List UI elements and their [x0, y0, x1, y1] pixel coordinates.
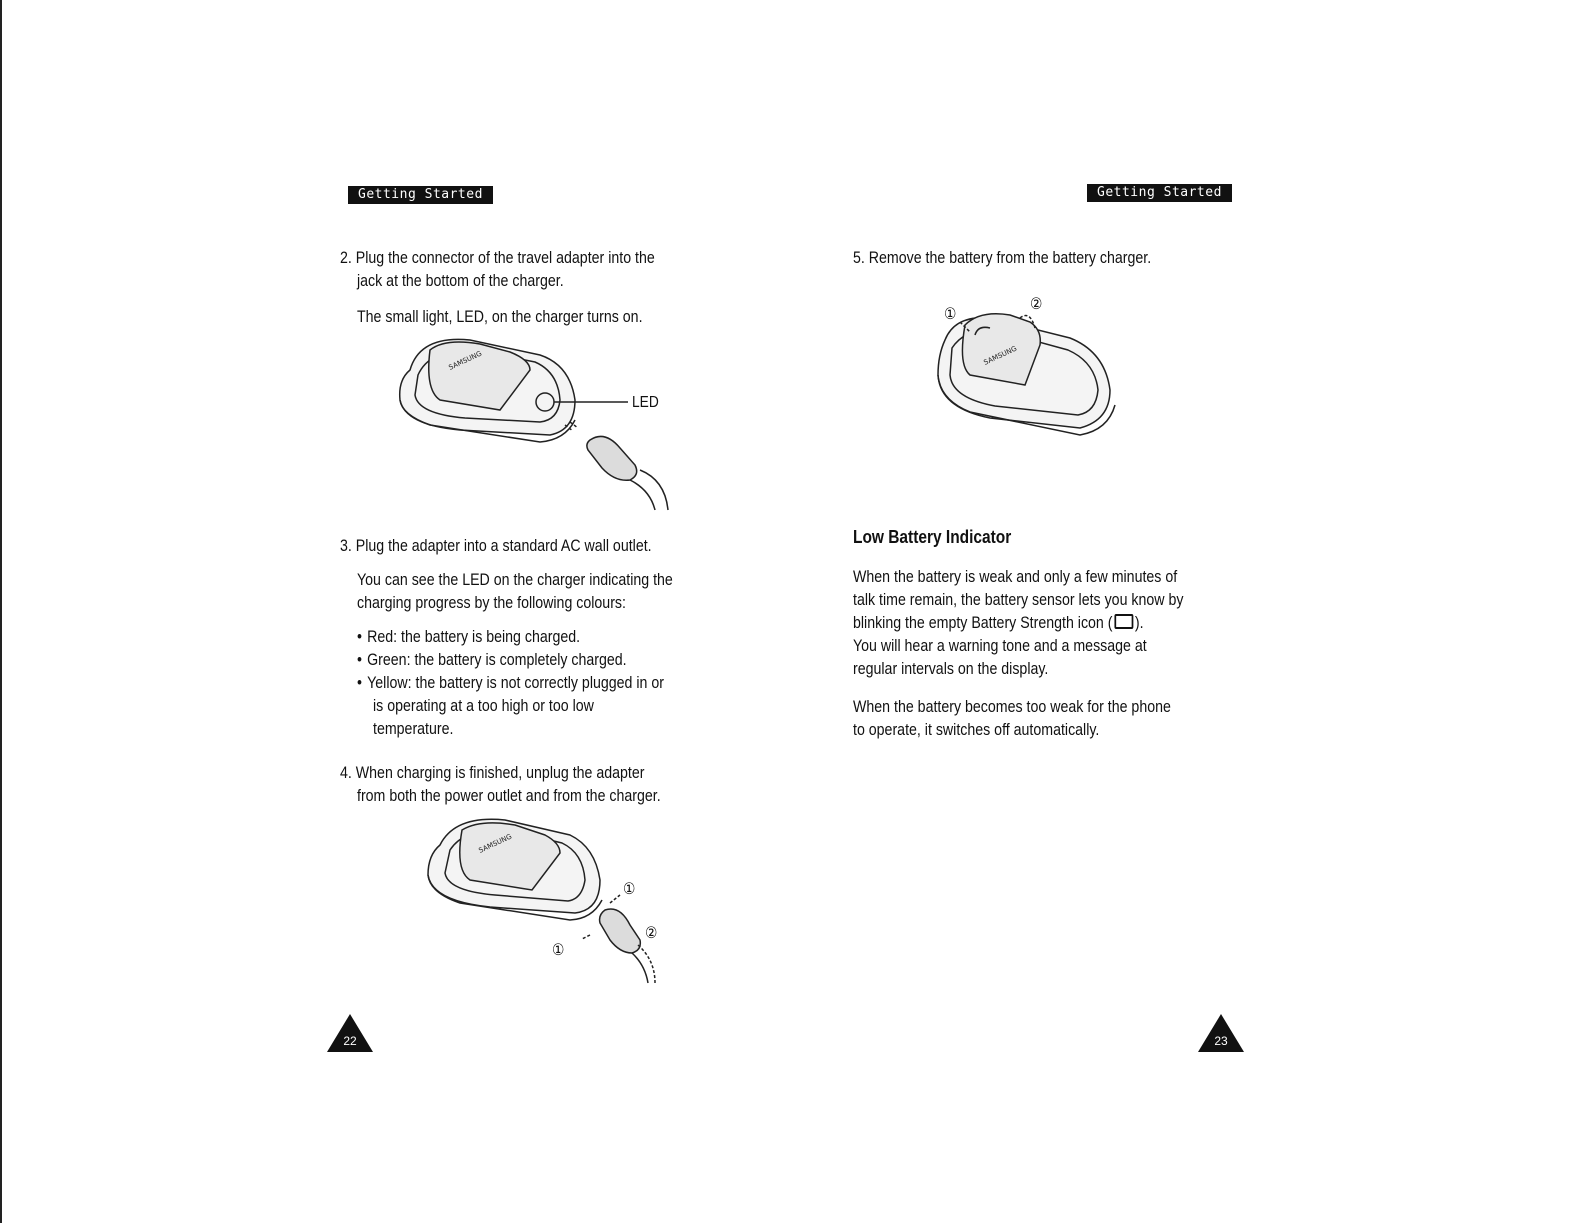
step4-line2: from both the power outlet and from the charger. — [357, 787, 661, 805]
low-battery-p2-line1: When the battery becomes too weak for the phone — [853, 698, 1171, 716]
step3-desc2: charging progress by the following colours: — [357, 594, 626, 612]
svg-text:SAMSUNG: SAMSUNG — [447, 349, 484, 372]
low-battery-p1-line2: talk time remain, the battery sensor lets you know by — [853, 591, 1184, 609]
page-number-badge-right — [1198, 1014, 1244, 1052]
low-battery-p1-line3 — [853, 612, 1144, 635]
low-battery-p2-line2: to operate, it switches off automatically. — [853, 721, 1100, 739]
bullet-yellow: • Yellow: the battery is not correctly plugged in or — [357, 672, 664, 695]
battery-removal-illustration — [930, 300, 1125, 440]
callout-1-a: ① — [623, 881, 636, 898]
bullet-red: • Red: the battery is being charged. — [357, 626, 580, 649]
page-number-left: 22 — [343, 1034, 357, 1048]
bullet-green: • Green: the battery is completely charged. — [357, 649, 627, 672]
section-header-left: Getting Started — [348, 186, 493, 204]
callout-2-right: ② — [1030, 296, 1043, 313]
low-battery-p1-line3b: ). — [1134, 614, 1144, 632]
step2-line2: jack at the bottom of the charger. — [357, 272, 564, 290]
step4-line1: 4. When charging is finished, unplug the adapter — [340, 764, 645, 782]
low-battery-p1-line1: When the battery is weak and only a few minutes of — [853, 568, 1178, 586]
led-label: LED — [632, 394, 659, 411]
step5-line: 5. Remove the battery from the battery charger. — [853, 249, 1152, 267]
step2-note: The small light, LED, on the charger turns on. — [357, 308, 643, 326]
step2-line1: 2. Plug the connector of the travel adapter into the — [340, 249, 655, 267]
step3-desc1: You can see the LED on the charger indicating the — [357, 571, 673, 589]
charger-unplug-illustration — [420, 815, 670, 985]
step3-line1: 3. Plug the adapter into a standard AC wall outlet. — [340, 537, 652, 555]
svg-text:SAMSUNG: SAMSUNG — [982, 344, 1019, 367]
bullet-yellow-cont2: temperature. — [373, 720, 454, 738]
page-number-badge-left — [327, 1014, 373, 1052]
callout-1-right: ① — [944, 306, 957, 323]
low-battery-heading: Low Battery Indicator — [853, 527, 1012, 547]
empty-battery-icon — [1114, 614, 1133, 629]
callout-2: ② — [645, 925, 658, 942]
page-number-right: 23 — [1214, 1034, 1228, 1048]
page-edge-line — [0, 0, 2, 1223]
low-battery-p1-line3a: blinking the empty Battery Strength icon ( — [853, 614, 1113, 632]
low-battery-p1-line4: You will hear a warning tone and a message at — [853, 637, 1147, 655]
callout-1-b: ① — [552, 942, 565, 959]
charger-with-adapter-illustration — [390, 330, 690, 515]
low-battery-p1-line5: regular intervals on the display. — [853, 660, 1049, 678]
section-header-right: Getting Started — [1087, 184, 1232, 202]
svg-text:SAMSUNG: SAMSUNG — [477, 832, 514, 855]
bullet-yellow-cont1: is operating at a too high or too low — [373, 697, 594, 715]
